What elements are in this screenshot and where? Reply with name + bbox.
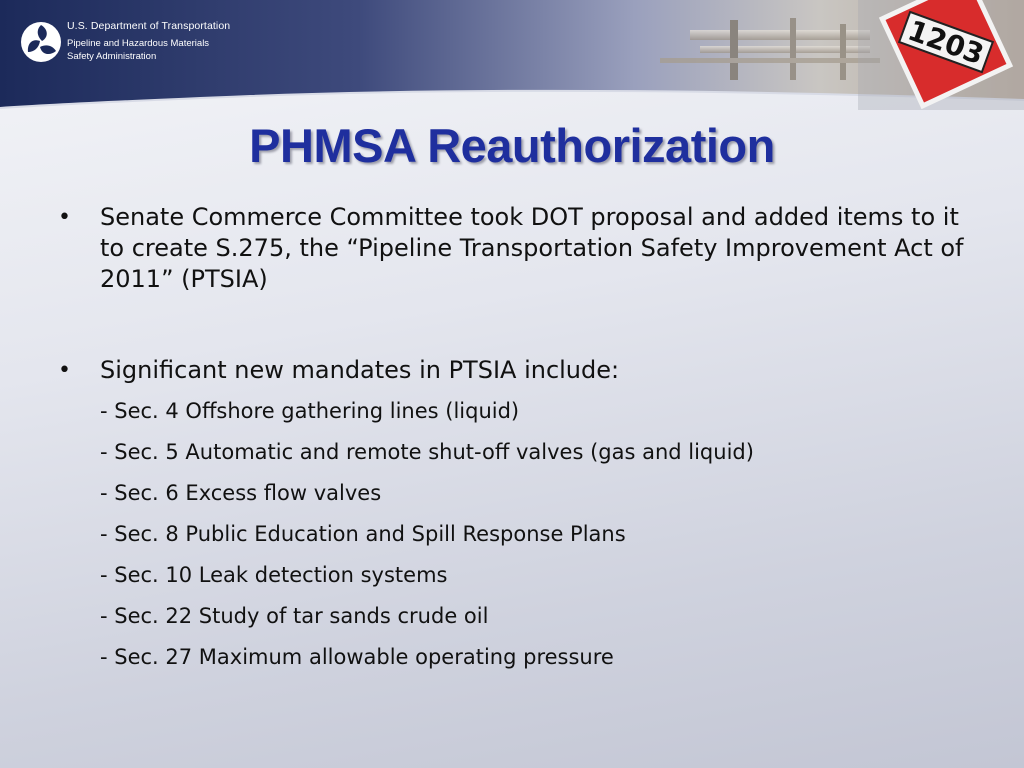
bullet-item bbox=[58, 355, 988, 386]
mandate-item: - Sec. 10 Leak detection systems bbox=[100, 563, 448, 587]
mandate-item: - Sec. 8 Public Education and Spill Response Plans bbox=[100, 522, 626, 546]
bullet-text: Senate Commerce Committee took DOT proposal and added items to it to create S.275, the “Pipeline Transportation Safety Improvement Act of 2011” (PTSIA) bbox=[100, 203, 964, 293]
bullet-symbol: • bbox=[58, 205, 71, 230]
placard-number: 1203 bbox=[903, 13, 989, 72]
hazmat-placard-icon bbox=[858, 0, 1024, 110]
bullet-text: Significant new mandates in PTSIA include: bbox=[100, 356, 620, 384]
mandate-item: - Sec. 27 Maximum allowable operating pressure bbox=[100, 645, 614, 669]
slide-body bbox=[58, 202, 988, 685]
mandate-item: - Sec. 5 Automatic and remote shut-off valves (gas and liquid) bbox=[100, 440, 754, 464]
mandate-item: - Sec. 4 Offshore gathering lines (liquid) bbox=[100, 399, 520, 423]
header-banner bbox=[0, 0, 1024, 115]
dot-logo-icon bbox=[20, 21, 62, 63]
bullet-symbol: • bbox=[58, 358, 71, 383]
bullet-item bbox=[58, 202, 980, 295]
slide-title: PHMSA Reauthorization bbox=[249, 119, 775, 172]
mandate-item: - Sec. 22 Study of tar sands crude oil bbox=[100, 604, 489, 628]
agency-name bbox=[67, 20, 237, 63]
department-name: U.S. Department of Transportation bbox=[67, 20, 231, 32]
administration-name: Pipeline and Hazardous Materials Safety Administration bbox=[67, 38, 210, 62]
mandate-item: - Sec. 6 Excess flow valves bbox=[100, 481, 382, 505]
mandate-list bbox=[58, 398, 988, 670]
